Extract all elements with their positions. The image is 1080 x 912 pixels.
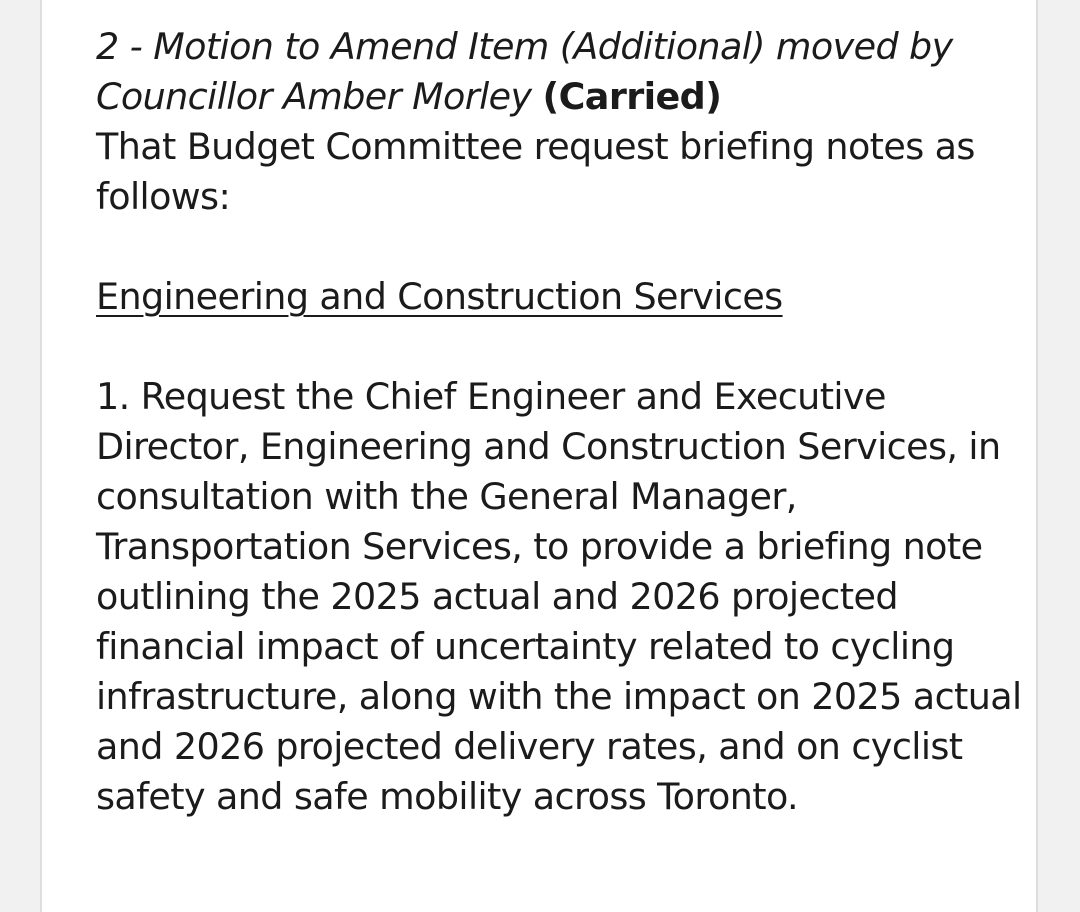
paragraph-spacer: [96, 322, 1026, 372]
paragraph-spacer: [96, 222, 1026, 272]
motion-intro: That Budget Committee request briefing notes as follows:: [96, 125, 975, 218]
section-heading: Engineering and Construction Services: [96, 275, 783, 318]
motion-title: 2 - Motion to Amend Item (Additional) moved by Councillor Amber Morley: [96, 25, 953, 118]
motion-heading-line: [96, 22, 1026, 122]
motion-status: (Carried): [542, 75, 722, 118]
document-content: [96, 22, 1026, 822]
document-page: [40, 0, 1038, 912]
section-item: 1. Request the Chief Engineer and Executive Director, Engineering and Construction Services, in consultation with the General Manager, Transportation Services, to provide a briefing note outlining the 2025 actual and 2026 projected financial impact of uncertainty related to cycling infrastructure, along with the impact on 2025 actual and 2026 projected delivery rates, and on cyclist safety and safe mobility across Toronto.: [96, 375, 1022, 818]
